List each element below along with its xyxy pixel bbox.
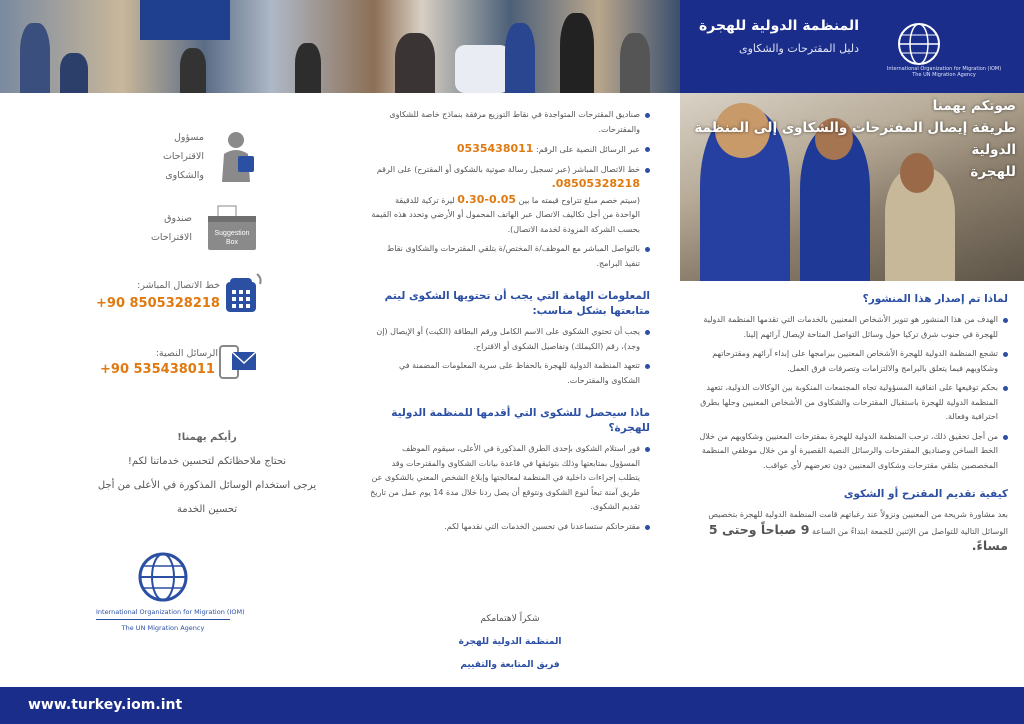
list-item: الهدف من هذا المنشور هو تنوير الأشخاص المعنيين بالخدمات التي تقدمها المنظمة الدولية للهجرة في جنوب شرق تركيا حول وسائل التواصل المتاحة لإيصال آرائهم إلينا. <box>690 313 1008 342</box>
right-column <box>690 292 1008 556</box>
list-item: بحكم توقيعها على اتفاقية المسؤولية تجاه المجتمعات المنكوبة بين الوكالات الدولية، تتعهد المنظمة الدولية للهجرة باستقبال المقترحات والشكاوى من الأشخاص المعنيين وحلها بطرق احترافية وفعالة. <box>690 381 1008 425</box>
org-name: المنظمة الدولية للهجرة <box>698 18 859 34</box>
hero-overlay-text <box>680 95 1024 183</box>
hotline-number: 08505328218. <box>551 177 640 190</box>
officer-label: مسؤول الاقتراحات والشكاوى <box>162 132 204 181</box>
why-list <box>690 313 1008 473</box>
officer-contact <box>144 128 258 185</box>
thanks-text: شكراً لاهتمامكم <box>480 614 540 624</box>
middle-column <box>370 108 650 539</box>
working-hours: 9 صباحاً وحتى 5 مساءً. <box>708 521 1008 553</box>
box-icon-line-1: Suggestion <box>214 230 250 237</box>
process-list <box>370 442 650 534</box>
fee-post: ليرة تركية للدقيقة الواحدة من أجل تكاليف الاتصال عبر الهاتف المحمول أو الأرضي وتحدد هذه القيمة بحسب الشركة المزودة لخدمة الاتصال). <box>371 195 640 234</box>
hotline-label: خط الاتصال المباشر: <box>137 280 220 291</box>
footer-bar <box>0 687 1024 724</box>
message-heading: رأيكم يهمنا! <box>177 432 237 443</box>
sms-prefix: عبر الرسائل النصية على الرقم: <box>536 145 640 154</box>
logo-caption-1: International Organization for Migration (IOM) <box>96 608 245 616</box>
list-item: مقترحاتكم ستساعدنا في تحسين الخدمات التي نقدمها لكم. <box>370 520 650 535</box>
sms-label: الرسائل النصية: <box>155 348 218 359</box>
box-icon-line-2: Box <box>225 239 239 246</box>
logo-caption-2: The UN Migration Agency <box>121 624 205 632</box>
info-heading: المعلومات الهامة التي يجب أن تحتويها الشكوى ليتم متابعتها بشكل مناسب: <box>384 290 650 317</box>
iom-logo-icon <box>136 550 190 604</box>
sms-value: +90 535438011 <box>100 362 215 377</box>
feedback-message <box>92 426 322 522</box>
thanks-block <box>370 608 650 677</box>
box-contact <box>132 204 258 252</box>
how-heading: كيفية تقديم المقترح أو الشكوى <box>843 488 1008 500</box>
logo-caption-1: International Organization for Migration (IOM) <box>886 66 1002 72</box>
signature-org: المنظمة الدولية للهجرة <box>458 637 562 647</box>
list-item: يجب أن تحتوي الشكوى على الاسم الكامل ورقم البطاقة (الكيت) أو الإيصال (إن وجد)، رقم (الكيملك) وتفاصيل الشكوى أو الاقتراح. <box>370 325 650 354</box>
list-item: بالتواصل المباشر مع الموظف/ة المختص/ة بتلقي المقترحات والشكاوى نقاط تنفيذ البرامج. <box>370 242 650 271</box>
signature-team: فريق المتابعة والتقييم <box>460 660 560 670</box>
list-item: من أجل تحقيق ذلك، ترحب المنظمة الدولية للهجرة بمقترحات المعنيين وشكاويهم من خلال الخط الساخن وصناديق المقترحات والرسائل النصية القصيرة أو من خلال موظفي المنظمة المخصصين بتلقي مقترحات وشكاوى المعنيين دون تعرضهم لأي عواقب. <box>690 430 1008 474</box>
list-item: صناديق المقترحات المتواجدة في نقاط التوزيع مرفقة بنماذج خاصة للشكاوى والمقترحات. <box>370 108 650 137</box>
list-item <box>370 142 650 158</box>
person-icon <box>218 130 258 184</box>
list-item: تتعهد المنظمة الدولية للهجرة بالحفاظ على سرية المعلومات المضمنة في الشكاوى والمقترحات. <box>370 359 650 388</box>
fee-pre: (سيتم خصم مبلغ تتراوح قيمته ما بين <box>518 195 640 205</box>
sms-phone-icon <box>218 344 258 380</box>
overlay-line-1: صوتكم يهمنا <box>932 98 1016 114</box>
channels-list <box>370 108 650 271</box>
info-list <box>370 325 650 388</box>
hotline-value: +90 8505328218 <box>96 296 220 311</box>
logo-caption-2: The UN Migration Agency <box>912 72 976 78</box>
iom-logo-icon <box>895 20 943 68</box>
fee-range: 0.05-0.30 <box>457 192 517 206</box>
phone-icon <box>224 272 264 314</box>
message-line-2: يرجى استخدام الوسائل المذكورة في الأعلى من أجل تحسين الخدمة <box>97 480 317 515</box>
website-link[interactable]: www.turkey.iom.int <box>28 697 183 713</box>
hotline-text: خط الاتصال المباشر (عبر تسجيل رسالة صوتية بالشكوى أو المقترح) على الرقم <box>376 164 640 174</box>
overlay-line-3: للهجرة <box>970 164 1016 180</box>
list-item <box>370 163 650 238</box>
list-item: تشجع المنظمة الدولية للهجرة الأشخاص المعنيين ببرامجها على إبداء آرائهم ومقترحاتهم وشكاويهم فيما يتعلق بالبرامج والالتزامات وتصرفات فرق العمل. <box>690 347 1008 376</box>
brochure-subtitle: دليل المقترحات والشكاوى <box>738 42 859 55</box>
suggestion-box-icon <box>206 204 258 252</box>
iom-logo-block <box>96 550 245 632</box>
how-text: بعد مشاورة شريحة من المعنيين ونزولاً عند رغباتهم قامت المنظمة الدولية للهجرة بتخصيص الوسائل التالية للتواصل من الإثنين للجمعة ابتداءً من الساعة <box>708 510 1008 536</box>
how-paragraph <box>690 508 1008 556</box>
message-line-1: نحتاج ملاحظاتكم لتحسين خدماتنا لكم! <box>127 456 287 467</box>
logo-divider <box>96 619 230 620</box>
overlay-line-2: طريقة إيصال المقترحات والشكاوى إلى المنظمة الدولية <box>694 120 1016 158</box>
box-label: صندوق الاقتراحات <box>150 213 192 243</box>
sms-number: 0535438011 <box>456 142 534 155</box>
process-heading: ماذا سيحصل للشكوى التي أقدمها للمنظمة الدولية للهجرة؟ <box>391 407 650 434</box>
why-heading: لماذا تم إصدار هذا المنشور؟ <box>862 293 1008 305</box>
list-item: فور استلام الشكوى بإحدى الطرق المذكورة في الأعلى، سيقوم الموظف المسؤول بمتابعتها وذلك بتوثيقها في قاعدة بيانات الشكاوى والمقترحات وقد يتطلب إجراءات داخلية في المنظمة لمعالجتها وإبلاغ الشخص المعني بالشكوى عن طريق آمنة تبعاً لنوع الشكوى ونتوقع أن يصل ردنا خلال مدة 14 يوم عمل من تاريخ تقديم الشكوى. <box>370 442 650 515</box>
header-banner <box>680 0 1024 93</box>
logo-caption <box>880 66 1008 78</box>
top-photo-strip <box>0 0 680 93</box>
